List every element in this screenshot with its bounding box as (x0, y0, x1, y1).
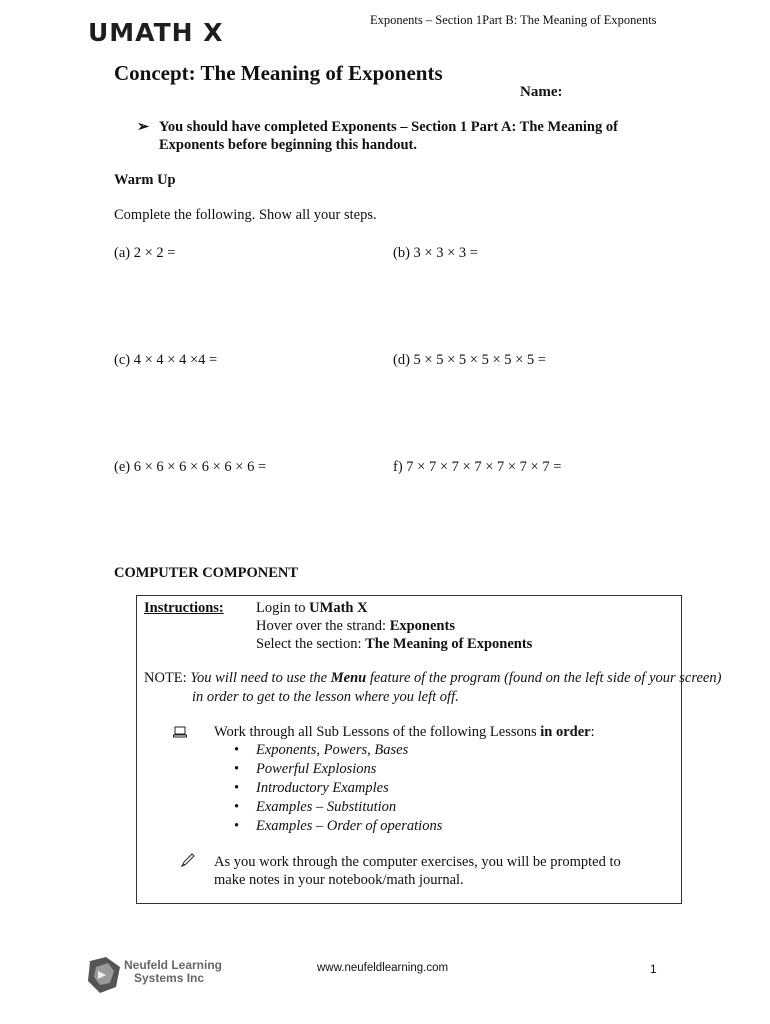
list-item: • Introductory Examples (234, 780, 389, 796)
menu-note: NOTE: You will need to use the Menu feature of the program (found on the left side of your screen) in order to get to the lesson where you left off. (144, 670, 722, 705)
work-through-text: Work through all Sub Lessons of the following Lessons in order: (214, 724, 595, 740)
umath-logo: UMATH X (88, 18, 224, 47)
list-item: • Examples – Substitution (234, 799, 397, 815)
problem-f: f) 7 × 7 × 7 × 7 × 7 × 7 × 7 = (393, 459, 562, 475)
warmup-instruction: Complete the following. Show all your steps. (114, 207, 377, 223)
notes-instruction: As you work through the computer exercises, you will be prompted to make notes in your notebook/math journal. (214, 854, 621, 888)
warmup-heading: Warm Up (114, 172, 176, 188)
page-number: 1 (650, 962, 657, 976)
page-title: Concept: The Meaning of Exponents (114, 61, 443, 85)
header-section-title: Exponents – Section 1Part B: The Meaning of Exponents (370, 13, 657, 27)
problem-d: (d) 5 × 5 × 5 × 5 × 5 × 5 = (393, 352, 546, 368)
footer-url: www.neufeldlearning.com (317, 962, 449, 974)
name-label: Name: (520, 84, 563, 100)
bullet-icon: • (234, 761, 240, 777)
bullet-icon: • (234, 818, 240, 834)
bullet-icon: • (234, 799, 240, 815)
instructions-label: Instructions: (144, 600, 224, 616)
prerequisite-text: You should have completed Exponents – Section 1 Part A: The Meaning of Exponents before beginning this handout. (159, 119, 618, 153)
list-item: • Powerful Explosions (234, 761, 377, 777)
arrow-bullet-icon: ➢ (137, 119, 150, 135)
computer-icon (173, 725, 187, 737)
list-item: • Examples – Order of operations (234, 818, 443, 834)
problem-a: (a) 2 × 2 = (114, 245, 176, 261)
instruction-login: Login to UMath X (256, 600, 368, 616)
pencil-icon (180, 852, 196, 868)
lesson-list (234, 741, 443, 836)
neufeld-logo: Neufeld Learning Systems Inc (86, 955, 226, 995)
list-item: • Exponents, Powers, Bases (234, 742, 409, 758)
problem-e: (e) 6 × 6 × 6 × 6 × 6 × 6 = (114, 459, 267, 475)
problem-b: (b) 3 × 3 × 3 = (393, 245, 478, 261)
instruction-hover: Hover over the strand: Exponents (256, 618, 455, 634)
computer-component-heading: COMPUTER COMPONENT (114, 565, 299, 581)
bullet-icon: • (234, 742, 240, 758)
instruction-select: Select the section: The Meaning of Exponents (256, 636, 533, 652)
bullet-icon: • (234, 780, 240, 796)
problem-c: (c) 4 × 4 × 4 ×4 = (114, 352, 218, 368)
